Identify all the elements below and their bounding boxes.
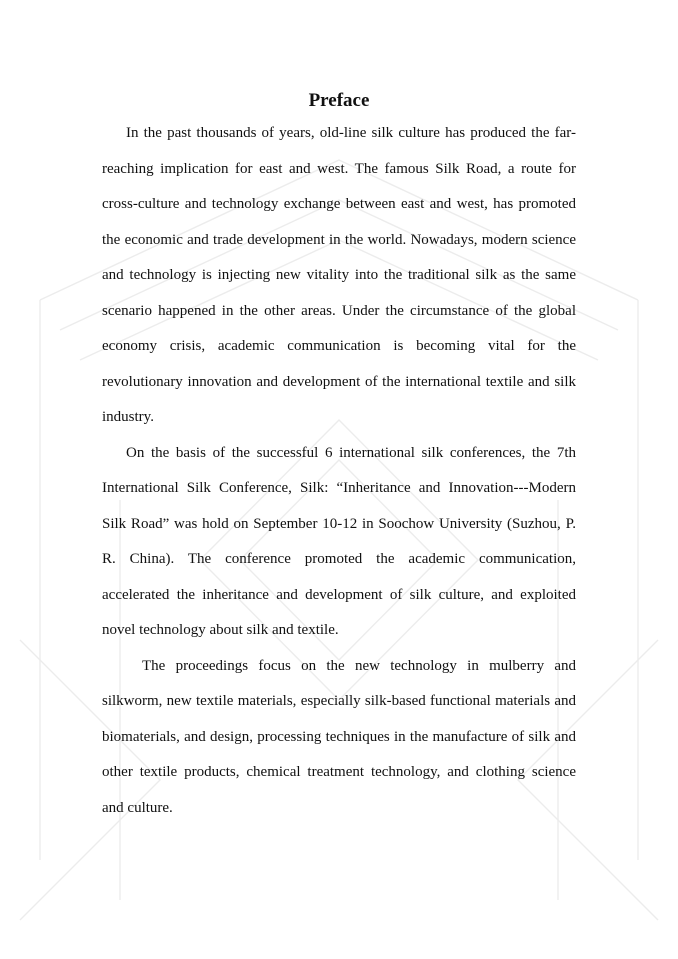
paragraph-2: On the basis of the successful 6 international silk conferences, the 7th International Silk Conference, Silk: “Inheritance and Innovation---Modern Silk Road” was hold on September 10-12 in Soochow University (Suzhou, P. R. China). The conference promoted the academic communication, accelerated the inheritance and development of silk culture, and exploited novel technology about silk and textile. [102, 444, 576, 638]
page-title: Preface [308, 90, 370, 111]
paragraph-1: In the past thousands of years, old-line silk culture has produced the far-reaching implication for east and west. The famous Silk Road, a route for cross-culture and technology exchange between east and west, has promoted the economic and trade development in the world. Nowadays, modern science and technology is injecting new vitality into the traditional silk as the same scenario happened in the other areas. Under the circumstance of the global economy crisis, academic communication is becoming vital for the revolutionary innovation and development of the international textile and silk industry. [102, 125, 576, 425]
paragraph-3: The proceedings focus on the new technology in mulberry and silkworm, new textile materials, especially silk-based functional materials and biomaterials, and design, processing techniques in the manufacture of silk and other textile products, chemical treatment technology, and clothing science and culture. [102, 657, 576, 816]
document-body [102, 86, 576, 826]
